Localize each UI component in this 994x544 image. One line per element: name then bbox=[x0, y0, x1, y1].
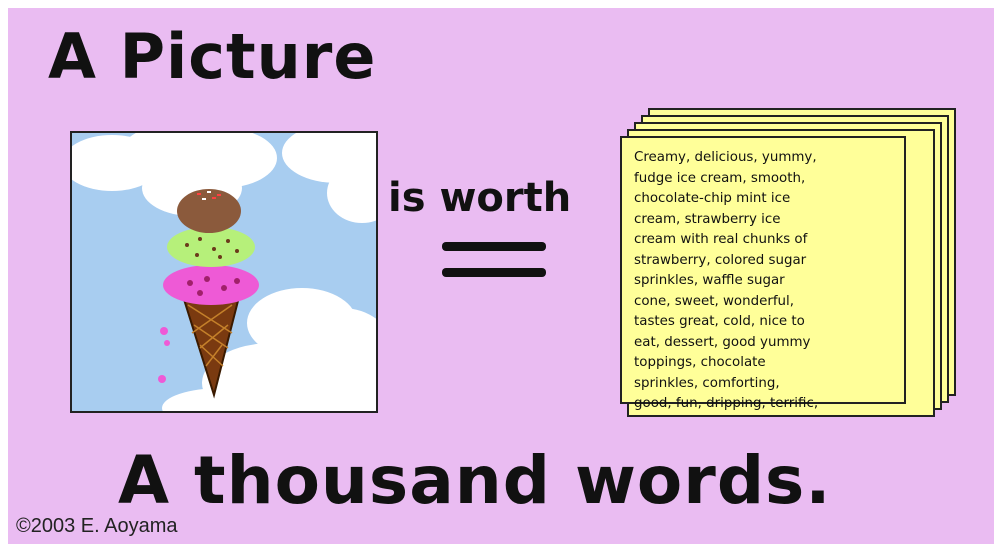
paper-stack bbox=[620, 108, 960, 428]
copyright-notice: ©2003 E. Aoyama bbox=[16, 515, 178, 537]
is-worth-label: is worth bbox=[388, 175, 572, 221]
poster bbox=[8, 8, 994, 544]
ice-cream-illustration bbox=[72, 133, 376, 411]
strawberry-scoop bbox=[163, 265, 259, 305]
chocolate-scoop bbox=[177, 189, 241, 233]
equals-icon bbox=[440, 236, 550, 286]
mint-scoop bbox=[167, 227, 255, 267]
title-heading: A Picture bbox=[48, 20, 377, 93]
ice-cream-picture bbox=[70, 131, 378, 413]
paper-sheet-front bbox=[620, 136, 906, 411]
equals-sign bbox=[440, 236, 550, 290]
descriptive-words: Creamy, delicious, yummy, fudge ice cream, smooth, chocolate-chip mint ice cream, strawberry ice cream with real chunks of strawberry, colored sugar sprinkles, waffle sugar cone, sweet, wonderful, tastes great, cold, nice to eat, dessert, good yummy toppings, chocolate sprinkles, comforting, good, fun, dripping, terrific, bbox=[634, 150, 819, 411]
tagline-heading: A thousand words. bbox=[118, 442, 832, 519]
